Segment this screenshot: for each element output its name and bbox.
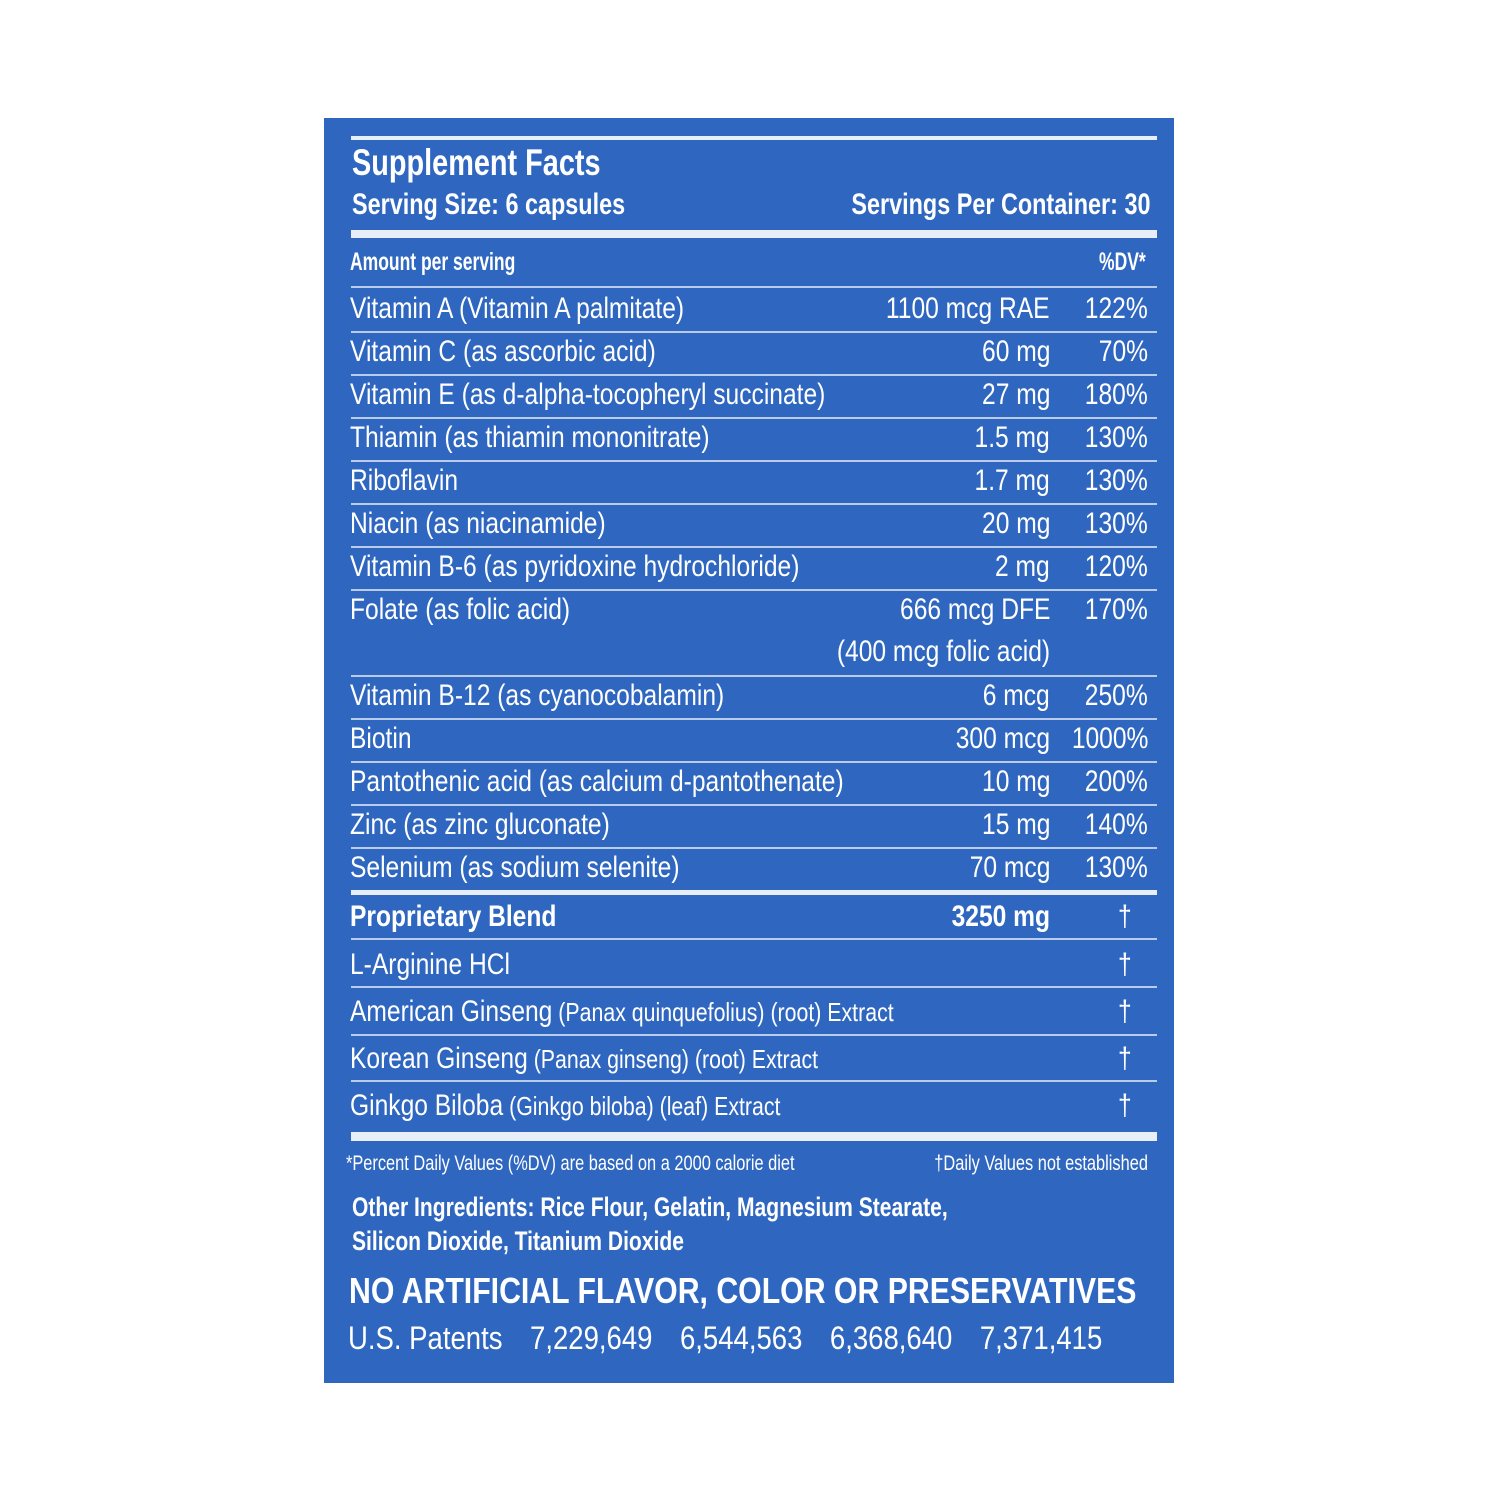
amount-per-serving-label: Amount per serving: [350, 248, 516, 276]
row-divider: [351, 1080, 1157, 1082]
us-patents: U.S. Patents 7,229,649 6,544,563 6,368,640 7,371,415: [348, 1320, 1103, 1356]
row-divider: [351, 761, 1157, 763]
row-divider: [351, 718, 1157, 720]
row-divider: [351, 417, 1157, 419]
row-divider: [351, 374, 1157, 376]
section-rule: [351, 890, 1157, 895]
no-artificial-claim: NO ARTIFICIAL FLAVOR, COLOR OR PRESERVATIVES: [349, 1270, 1137, 1311]
nutrient-row-folate: Folate (as folic acid) 666 mcg DFE (400 mcg folic acid) 170%: [350, 593, 1148, 668]
row-divider: [351, 331, 1157, 333]
dagger-footnote: †Daily Values not established: [934, 1152, 1148, 1175]
other-ingredients: Other Ingredients: Rice Flour, Gelatin, Magnesium Stearate, Silicon Dioxide, Titanium Dioxide: [352, 1192, 948, 1256]
serving-size: Serving Size: 6 capsules: [352, 188, 626, 221]
servings-per-container: Servings Per Container: 30: [850, 188, 1150, 221]
row-divider: [351, 675, 1157, 677]
row-divider: [351, 286, 1157, 288]
row-divider: [351, 1034, 1157, 1036]
dv-label: %DV*: [1099, 248, 1146, 276]
cut-off-heading: DIETARY SUPPLEMENT MULTIVITAMIN: [352, 86, 1005, 119]
row-divider: [351, 847, 1157, 849]
dv-footnote: *Percent Daily Values (%DV) are based on a 2000 calorie diet: [346, 1152, 795, 1175]
supplement-facts-panel: DIETARY SUPPLEMENT MULTIVITAMIN Supplement Facts Serving Size: 6 capsules Servings Per Container: 30 Amount per serving %DV* Vitamin A (Vitamin A palmitate) 1100 mcg RAE 122% Vitamin C (as ascorbic acid) 60 mg 70% Vitamin E (as d-alpha-tocopheryl succinate) 27 mg 180% Thiamin (as thiamin mononitrate) 1.5 mg 130% Riboflavin 1.7 mg 130% Niacin (as niacinamide) 20 mg 130% Vitamin B-6 (as pyridoxine hydrochloride) 2 mg 120% Folate (as folic acid) 666 mcg DFE (400 mcg folic acid) 170% Vitamin B-12 (as cyanocobalamin) 6 mcg 250% Biotin 300 mcg 1000% Pantothenic acid (as calcium d-pantothenate) 10 mg 200% Zinc (as zinc gluconate) 15 mg 140% Selenium (as sodium selenite) 70 mcg 130% Proprietary Blend 3250 mg † L-Arginine HCl † American Ginseng (Panax quinquefolius) (root) Extract † Korean Ginseng (Panax ginseng) (root) Extract † Ginkgo Biloba (Ginkgo biloba) (leaf) Extract † *Percent Daily Values (%DV) are based on a 2000 calorie diet †Daily Values not established Other Ingredients: Rice Flour, Gelatin, Magnesium Stearate, Silicon Dioxide, Titanium Dioxide NO ARTIFICIAL FLAVOR, COLOR OR PRESERVATIVES U.S. Patents 7,229,649 6,544,563 6,368,640 7,371,415: [324, 118, 1174, 1383]
row-divider: [351, 460, 1157, 462]
top-rule: [351, 136, 1157, 140]
panel-title: Supplement Facts: [352, 142, 601, 183]
thick-rule: [351, 230, 1157, 238]
row-divider: [351, 938, 1157, 940]
row-divider: [351, 986, 1157, 988]
row-divider: [351, 804, 1157, 806]
row-divider: [351, 503, 1157, 505]
row-divider: [351, 546, 1157, 548]
bottom-thick-rule: [351, 1132, 1157, 1141]
row-divider: [351, 589, 1157, 591]
